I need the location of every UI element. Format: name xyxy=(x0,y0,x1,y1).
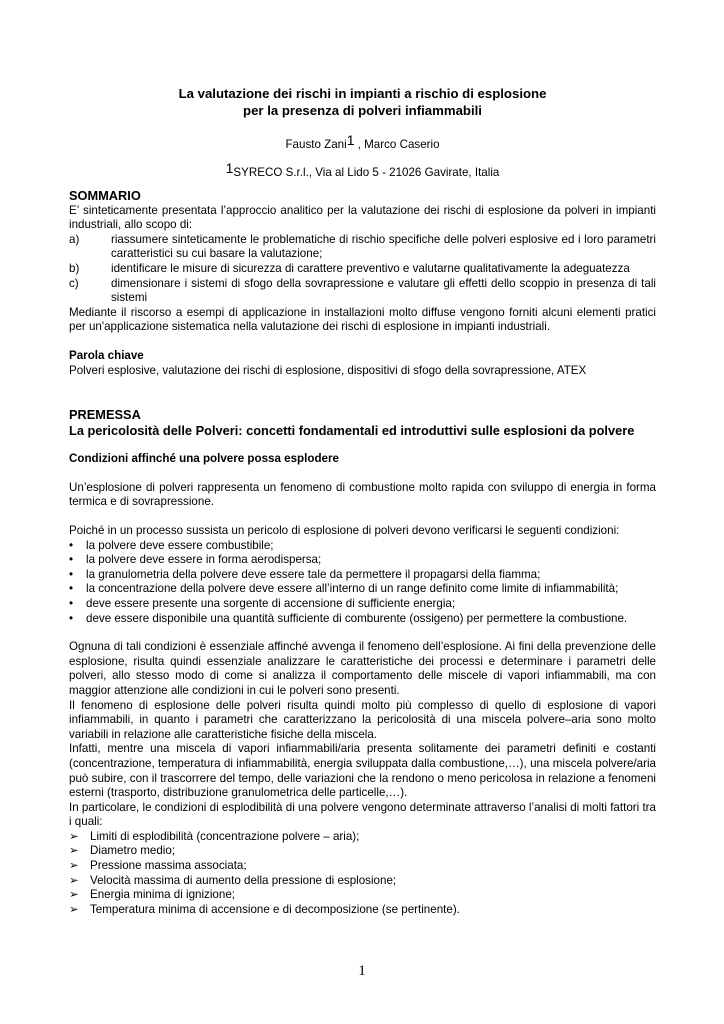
item-text: riassumere sinteticamente le problematiche di rischio specifiche delle polveri esplosive ed i loro parametri caratteristici su cui basare la valutazione; xyxy=(111,232,656,261)
bullet-icon: • xyxy=(69,538,74,552)
author-affiliation-mark: 1 xyxy=(346,132,355,148)
list-item xyxy=(69,844,656,859)
list-item xyxy=(69,568,656,583)
arrow-bullet-icon: ➢ xyxy=(69,888,79,902)
list-item xyxy=(69,539,656,554)
paragraph: In particolare, le condizioni di esplodibilità di una polvere vengono determinate attraverso l’analisi di molti fattori tra i quali: xyxy=(69,800,656,829)
list-item-text: la polvere deve essere in forma aerodispersa; xyxy=(86,553,322,567)
arrow-bullet-icon: ➢ xyxy=(69,873,79,887)
affiliation-text: SYRECO S.r.l., Via al Lido 5 - 21026 Gavirate, Italia xyxy=(233,165,500,179)
list-item-text: Limiti di esplodibilità (concentrazione polvere – aria); xyxy=(90,829,360,843)
paragraph: Ognuna di tali condizioni è essenziale affinché avvenga il fenomeno dell’esplosione. Ai fini della prevenzione delle esplosione, risulta quindi essenziale analizzare le caratteristiche dei processi e determinare i parametri delle polveri, allo stesso modo di come si analizza il comportamento delle miscele di vapori infiammabili, ma con maggior attenzione alle condizioni in cui le polveri sono presenti. xyxy=(69,640,656,697)
paper-title-line-2: per la presenza di polveri infiammabili xyxy=(243,102,482,118)
bullet-icon: • xyxy=(69,553,74,567)
list-item xyxy=(69,859,656,874)
item-label: c) xyxy=(69,276,79,290)
factors-list xyxy=(69,830,656,918)
bullet-icon: • xyxy=(69,596,74,610)
sommario-list xyxy=(69,233,656,306)
sommario-intro: E’ sinteticamente presentata l’approccio analitico per la valutazione dei rischi di esplosione da polveri in impianti industriali, allo scopo di: xyxy=(69,203,656,232)
paragraph: Infatti, mentre una miscela di vapori infiammabili/aria presenta solitamente dei parametri definiti e costanti (concentrazione, temperatura di infiammabilità, energia sviluppata dalla combustione,…), una miscela polvere/aria può subire, con il trascorrere del tempo, delle variazioni che la rendono o meno pericolosa in relazione a fenomeni esterni (trasporto, distribuzione granulometrica delle particelle,…). xyxy=(69,742,656,800)
bullet-icon: • xyxy=(69,567,74,581)
list-item-text: Diametro medio; xyxy=(90,844,176,858)
item-label: b) xyxy=(69,262,80,276)
author-secondary: , Marco Caserio xyxy=(354,138,440,151)
sommario-outro: Mediante il riscorso a esempi di applicazione in installazioni molto diffuse vengono forniti alcuni elementi pratici per un'applicazione sistematica nella valutazione dei rischi di esplosione in impianti industriali. xyxy=(69,305,656,334)
list-item xyxy=(69,612,656,627)
bullet-icon: • xyxy=(69,582,74,596)
minor-heading: Condizioni affinché una polvere possa esplodere xyxy=(69,452,339,466)
sommario-item xyxy=(69,277,656,306)
item-label: a) xyxy=(69,232,80,246)
affiliation-mark: 1 xyxy=(225,159,234,176)
sommario-item xyxy=(69,262,656,277)
item-text: identificare le misure di sicurezza di carattere preventivo e valutarne qualitativamente la adeguatezza xyxy=(111,262,630,276)
list-item-text: la polvere deve essere combustibile; xyxy=(86,538,274,552)
list-item-text: Velocità massima di aumento della pressione di esplosione; xyxy=(90,873,397,887)
list-item-text: Temperatura minima di accensione e di decomposizione (se pertinente). xyxy=(90,902,460,916)
list-item xyxy=(69,830,656,845)
premessa-subheading: La pericolosità delle Polveri: concetti fondamentali ed introduttivi sulle esplosioni da polvere xyxy=(69,422,635,438)
document-page xyxy=(69,86,656,917)
paper-title-line-1: La valutazione dei rischi in impianti a rischio di esplosione xyxy=(178,86,547,101)
conditions-list xyxy=(69,539,656,627)
paragraph: Poiché in un processo sussista un pericolo di esplosione di polveri devono verificarsi le seguenti condizioni: xyxy=(69,524,620,537)
list-item xyxy=(69,888,656,903)
authors xyxy=(69,132,656,153)
page-number: 1 xyxy=(358,963,366,979)
affiliation xyxy=(69,159,656,181)
sommario-item xyxy=(69,233,656,262)
list-item xyxy=(69,597,656,612)
author-primary: Fausto Zani xyxy=(285,138,347,151)
list-item xyxy=(69,874,656,889)
bullet-icon: • xyxy=(69,611,74,625)
list-item-text: deve essere presente una sorgente di accensione di sufficiente energia; xyxy=(86,596,456,610)
keywords-heading: Parola chiave xyxy=(69,349,144,363)
paragraph: Il fenomeno di esplosione delle polveri risulta quindi molto più complesso di quello di esplosione di vapori infiammabili, in quanto i parametri che caratterizzano la pericolosità di una miscela polvere–aria sono molto variabili in relazione alle caratteristiche fisiche della miscela. xyxy=(69,698,656,741)
sommario-heading: SOMMARIO xyxy=(69,188,141,204)
list-item-text: Energia minima di ignizione; xyxy=(90,888,235,902)
paragraph: Un’esplosione di polveri rappresenta un fenomeno di combustione molto rapida con sviluppo di energia in forma termica e di sovrapressione. xyxy=(69,480,656,509)
list-item-text: la granulometria della polvere deve essere tale da permettere il propagarsi della fiamma; xyxy=(86,567,541,581)
arrow-bullet-icon: ➢ xyxy=(69,829,79,843)
arrow-bullet-icon: ➢ xyxy=(69,859,79,873)
list-item xyxy=(69,903,656,918)
list-item xyxy=(69,582,656,597)
list-item-text: deve essere disponibile una quantità sufficiente di comburente (ossigeno) per permettere la combustione. xyxy=(86,611,628,625)
arrow-bullet-icon: ➢ xyxy=(69,902,79,916)
arrow-bullet-icon: ➢ xyxy=(69,844,79,858)
list-item-text: la concentrazione della polvere deve essere all’interno di un range definito come limite di infiammabilità; xyxy=(86,582,619,596)
list-item xyxy=(69,553,656,568)
item-text: dimensionare i sistemi di sfogo della sovrapressione e valutare gli effetti dello scoppio in presenza di tali sistemi xyxy=(111,276,656,305)
list-item-text: Pressione massima associata; xyxy=(90,859,247,873)
premessa-heading: PREMESSA xyxy=(69,407,141,423)
keywords-text: Polveri esplosive, valutazione dei rischi di esplosione, dispositivi di sfogo della sovrapressione, ATEX xyxy=(69,363,587,377)
